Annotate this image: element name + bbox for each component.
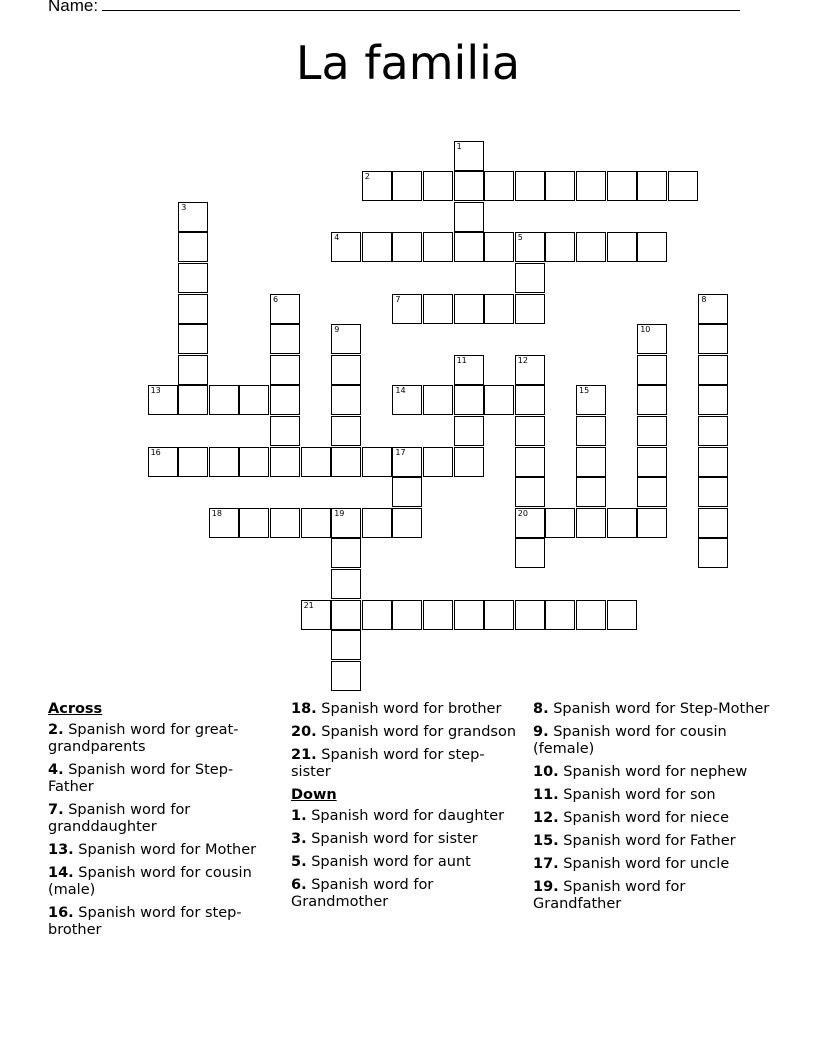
- grid-cell[interactable]: [454, 141, 484, 171]
- grid-cell[interactable]: [545, 600, 575, 630]
- grid-cell[interactable]: [454, 232, 484, 262]
- grid-cell[interactable]: [515, 477, 545, 507]
- clue-number: 7: [395, 294, 401, 304]
- grid-cell[interactable]: [178, 202, 208, 232]
- grid-cell[interactable]: [423, 447, 453, 477]
- across-heading: Across: [48, 701, 103, 717]
- clues-column-1: [48, 701, 278, 945]
- grid-cell[interactable]: [637, 416, 667, 446]
- clue-number: 14: [395, 386, 406, 396]
- clue-number: 4: [334, 233, 340, 243]
- clue-down-19: 19. Spanish word for Grandfather: [533, 879, 686, 912]
- grid-cell[interactable]: [178, 263, 208, 293]
- clue-across-16: 16. Spanish word for step-brother: [48, 905, 242, 938]
- grid-cell[interactable]: [331, 508, 361, 538]
- clue-number: 1: [456, 141, 462, 151]
- grid-cell[interactable]: [637, 324, 667, 354]
- clue-number: 11: [456, 355, 467, 365]
- grid-cell[interactable]: [270, 508, 300, 538]
- grid-cell[interactable]: [270, 416, 300, 446]
- grid-cell[interactable]: [484, 232, 514, 262]
- grid-cell[interactable]: [484, 600, 514, 630]
- grid-cell[interactable]: [392, 508, 422, 538]
- grid-cell[interactable]: [454, 171, 484, 201]
- grid-cell[interactable]: [331, 416, 361, 446]
- grid-cell[interactable]: [637, 171, 667, 201]
- grid-cell[interactable]: [392, 171, 422, 201]
- grid-cell[interactable]: [392, 294, 422, 324]
- grid-cell[interactable]: [270, 447, 300, 477]
- clue-number: 8: [701, 294, 707, 304]
- clue-across-20: 20. Spanish word for grandson: [291, 724, 517, 740]
- clue-down-3: 3. Spanish word for sister: [291, 831, 478, 847]
- clues-column-3: [533, 701, 773, 919]
- clue-down-11: 11. Spanish word for son: [533, 787, 716, 803]
- grid-cell[interactable]: [301, 508, 331, 538]
- clue-across-21: 21. Spanish word for step-sister: [291, 747, 485, 780]
- grid-cell[interactable]: [515, 600, 545, 630]
- grid-cell[interactable]: [698, 508, 728, 538]
- clue-down-5: 5. Spanish word for aunt: [291, 854, 471, 870]
- name-label: Name:: [48, 0, 99, 15]
- clue-number: 17: [395, 447, 406, 457]
- grid-cell[interactable]: [178, 324, 208, 354]
- grid-cell[interactable]: [454, 202, 484, 232]
- grid-cell[interactable]: [270, 324, 300, 354]
- grid-cell[interactable]: [331, 538, 361, 568]
- grid-cell[interactable]: [331, 355, 361, 385]
- clue-down-6: 6. Spanish word for Grandmother: [291, 877, 434, 910]
- grid-cell[interactable]: [576, 447, 606, 477]
- grid-cell[interactable]: [239, 385, 269, 415]
- grid-cell[interactable]: [698, 538, 728, 568]
- grid-cell[interactable]: [209, 385, 239, 415]
- grid-cell[interactable]: [178, 232, 208, 262]
- grid-cell[interactable]: [515, 538, 545, 568]
- grid-cell[interactable]: [454, 294, 484, 324]
- grid-cell[interactable]: [637, 447, 667, 477]
- grid-cell[interactable]: [637, 385, 667, 415]
- grid-cell[interactable]: [270, 294, 300, 324]
- clue-number: 16: [150, 447, 161, 457]
- clue-across-18: 18. Spanish word for brother: [291, 701, 502, 717]
- grid-cell[interactable]: [698, 355, 728, 385]
- grid-cell[interactable]: [515, 447, 545, 477]
- grid-cell[interactable]: [362, 508, 392, 538]
- grid-cell[interactable]: [331, 232, 361, 262]
- grid-cell[interactable]: [209, 447, 239, 477]
- grid-cell[interactable]: [178, 355, 208, 385]
- grid-cell[interactable]: [454, 600, 484, 630]
- clue-number: 13: [150, 386, 161, 396]
- grid-cell[interactable]: [698, 385, 728, 415]
- grid-cell[interactable]: [515, 508, 545, 538]
- grid-cell[interactable]: [484, 171, 514, 201]
- grid-cell[interactable]: [392, 477, 422, 507]
- grid-cell[interactable]: [637, 355, 667, 385]
- grid-cell[interactable]: [576, 232, 606, 262]
- grid-cell[interactable]: [637, 477, 667, 507]
- grid-cell[interactable]: [209, 508, 239, 538]
- grid-cell[interactable]: [545, 508, 575, 538]
- grid-cell[interactable]: [331, 447, 361, 477]
- grid-cell[interactable]: [484, 385, 514, 415]
- grid-cell[interactable]: [362, 171, 392, 201]
- grid-cell[interactable]: [637, 508, 667, 538]
- clue-number: 12: [517, 355, 528, 365]
- clue-down-9: 9. Spanish word for cousin (female): [533, 724, 727, 757]
- clue-down-15: 15. Spanish word for Father: [533, 833, 736, 849]
- clue-across-13: 13. Spanish word for Mother: [48, 842, 257, 858]
- clue-down-1: 1. Spanish word for daughter: [291, 808, 505, 824]
- grid-cell[interactable]: [515, 232, 545, 262]
- clue-number: 9: [334, 325, 340, 335]
- clue-number: 15: [579, 386, 590, 396]
- clue-number: 3: [181, 202, 187, 212]
- clue-across-7: 7. Spanish word for granddaughter: [48, 802, 191, 835]
- clues-column-2: [291, 701, 523, 917]
- grid-cell[interactable]: [698, 477, 728, 507]
- grid-cell[interactable]: [178, 447, 208, 477]
- grid-cell[interactable]: [668, 171, 698, 201]
- grid-cell[interactable]: [423, 385, 453, 415]
- grid-cell[interactable]: [331, 630, 361, 660]
- clue-down-12: 12. Spanish word for niece: [533, 810, 729, 826]
- grid-cell[interactable]: [178, 294, 208, 324]
- grid-cell[interactable]: [331, 385, 361, 415]
- grid-cell[interactable]: [301, 447, 331, 477]
- grid-cell[interactable]: [515, 355, 545, 385]
- grid-cell[interactable]: [239, 508, 269, 538]
- clue-down-8: 8. Spanish word for Step-Mother: [533, 701, 770, 717]
- grid-cell[interactable]: [392, 232, 422, 262]
- grid-cell[interactable]: [178, 385, 208, 415]
- grid-cell[interactable]: [607, 232, 637, 262]
- grid-cell[interactable]: [698, 324, 728, 354]
- grid-cell[interactable]: [698, 447, 728, 477]
- grid-cell[interactable]: [331, 661, 361, 691]
- grid-cell[interactable]: [637, 232, 667, 262]
- clue-number: 21: [303, 600, 314, 610]
- grid-cell[interactable]: [576, 416, 606, 446]
- grid-cell[interactable]: [515, 416, 545, 446]
- grid-cell[interactable]: [454, 355, 484, 385]
- grid-cell[interactable]: [392, 447, 422, 477]
- clue-number: 18: [211, 508, 222, 518]
- grid-cell[interactable]: [454, 385, 484, 415]
- grid-cell[interactable]: [301, 600, 331, 630]
- grid-cell[interactable]: [484, 294, 514, 324]
- clue-across-2: 2. Spanish word for great-grandparents: [48, 722, 239, 755]
- grid-cell[interactable]: [423, 232, 453, 262]
- clue-number: 10: [640, 325, 651, 335]
- clue-number: 5: [517, 233, 523, 243]
- grid-cell[interactable]: [362, 600, 392, 630]
- clue-across-4: 4. Spanish word for Step-Father: [48, 762, 234, 795]
- grid-cell[interactable]: [423, 600, 453, 630]
- grid-cell[interactable]: [362, 447, 392, 477]
- clue-down-17: 17. Spanish word for uncle: [533, 856, 730, 872]
- grid-cell[interactable]: [545, 232, 575, 262]
- grid-cell[interactable]: [698, 416, 728, 446]
- page-title: La familia: [295, 36, 521, 90]
- grid-cell[interactable]: [576, 385, 606, 415]
- grid-cell[interactable]: [362, 232, 392, 262]
- clue-down-10: 10. Spanish word for nephew: [533, 764, 748, 780]
- grid-cell[interactable]: [515, 385, 545, 415]
- grid-cell[interactable]: [607, 600, 637, 630]
- grid-cell[interactable]: [331, 600, 361, 630]
- grid-cell[interactable]: [607, 508, 637, 538]
- grid-cell[interactable]: [270, 355, 300, 385]
- grid-cell[interactable]: [698, 294, 728, 324]
- clue-number: 20: [517, 508, 528, 518]
- grid-cell[interactable]: [515, 263, 545, 293]
- grid-cell[interactable]: [148, 447, 178, 477]
- grid-cell[interactable]: [545, 171, 575, 201]
- grid-cell[interactable]: [515, 171, 545, 201]
- grid-cell[interactable]: [239, 447, 269, 477]
- clue-number: 2: [364, 172, 370, 182]
- clue-number: 6: [273, 294, 279, 304]
- grid-cell[interactable]: [454, 447, 484, 477]
- grid-cell[interactable]: [576, 508, 606, 538]
- grid-cell[interactable]: [270, 385, 300, 415]
- grid-cell[interactable]: [331, 569, 361, 599]
- grid-cell[interactable]: [392, 600, 422, 630]
- clue-number: 19: [334, 508, 345, 518]
- grid-cell[interactable]: [454, 416, 484, 446]
- grid-cell[interactable]: [576, 171, 606, 201]
- grid-cell[interactable]: [576, 477, 606, 507]
- grid-cell[interactable]: [423, 294, 453, 324]
- grid-cell[interactable]: [576, 600, 606, 630]
- grid-cell[interactable]: [515, 294, 545, 324]
- grid-cell[interactable]: [423, 171, 453, 201]
- grid-cell[interactable]: [331, 324, 361, 354]
- clue-across-14: 14. Spanish word for cousin (male): [48, 865, 252, 898]
- down-heading: Down: [291, 787, 337, 803]
- grid-cell[interactable]: [148, 385, 178, 415]
- grid-cell[interactable]: [392, 385, 422, 415]
- grid-cell[interactable]: [607, 171, 637, 201]
